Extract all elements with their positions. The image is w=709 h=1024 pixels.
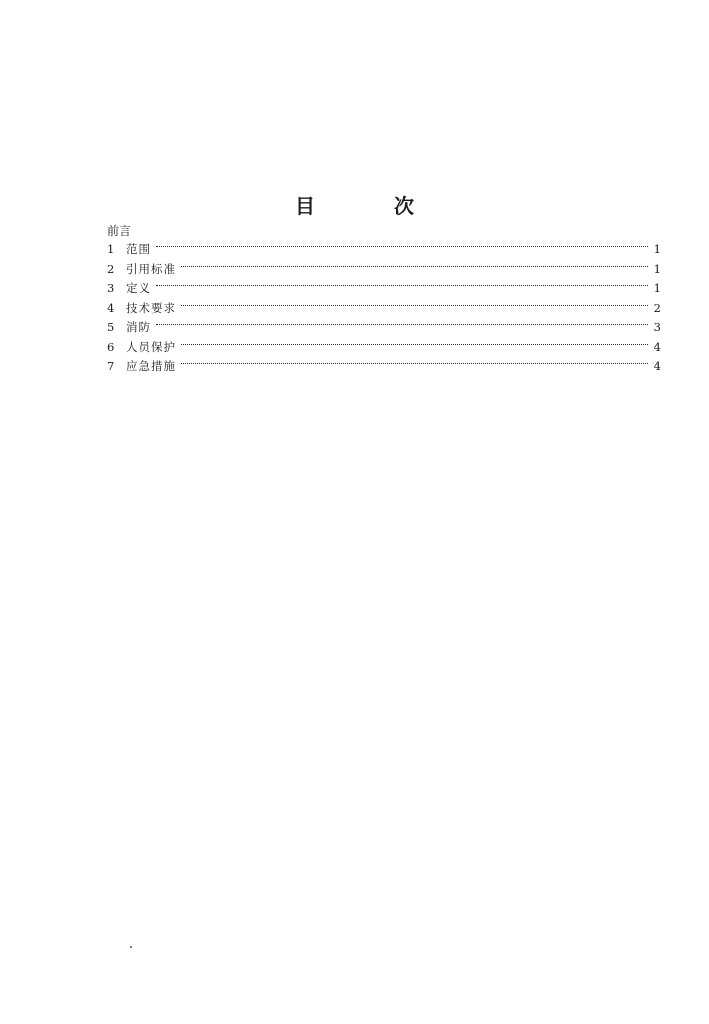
- toc-entry-number: 3: [107, 281, 115, 295]
- toc-entry: [107, 299, 661, 319]
- toc-entry-label: 应急措施: [126, 359, 176, 373]
- toc-entry: [107, 318, 661, 338]
- toc-entry: [107, 240, 661, 260]
- toc-entry-label: 范围: [126, 242, 151, 256]
- toc-preface: 前言: [107, 224, 132, 238]
- toc-entry-label: 技术要求: [126, 300, 176, 315]
- toc-entry-number: 7: [107, 359, 115, 373]
- toc-entry-page: 1: [653, 261, 661, 276]
- toc-list: [107, 240, 661, 377]
- toc-entry: [107, 260, 661, 280]
- toc-leader-dots: [181, 305, 648, 306]
- toc-entry-label: 人员保护: [126, 339, 176, 354]
- toc-leader-dots: [156, 324, 648, 325]
- toc-leader-dots: [181, 344, 648, 345]
- toc-title: 目 次: [295, 194, 450, 218]
- toc-leader-dots: [181, 266, 648, 267]
- toc-entry: [107, 279, 661, 299]
- toc-leader-dots: [156, 285, 648, 286]
- toc-entry-page: 4: [653, 359, 661, 373]
- toc-entry-number: 4: [107, 300, 115, 315]
- toc-entry-page: 3: [653, 320, 661, 334]
- toc-leader-dots: [181, 363, 648, 364]
- toc-entry-number: 1: [107, 242, 115, 256]
- scan-speck: [130, 946, 132, 948]
- toc-entry: [107, 357, 661, 377]
- toc-entry-label: 定义: [126, 281, 151, 295]
- toc-entry-label: 引用标准: [126, 261, 176, 276]
- toc-entry-label: 消防: [126, 320, 151, 334]
- toc-entry: [107, 338, 661, 358]
- toc-leader-dots: [156, 246, 648, 247]
- toc-entry-number: 5: [107, 320, 115, 334]
- toc-entry-page: 4: [653, 339, 661, 354]
- toc-entry-number: 6: [107, 339, 115, 354]
- toc-entry-number: 2: [107, 261, 115, 276]
- toc-entry-page: 2: [653, 300, 661, 315]
- toc-entry-page: 1: [653, 242, 661, 256]
- toc-entry-page: 1: [653, 281, 661, 295]
